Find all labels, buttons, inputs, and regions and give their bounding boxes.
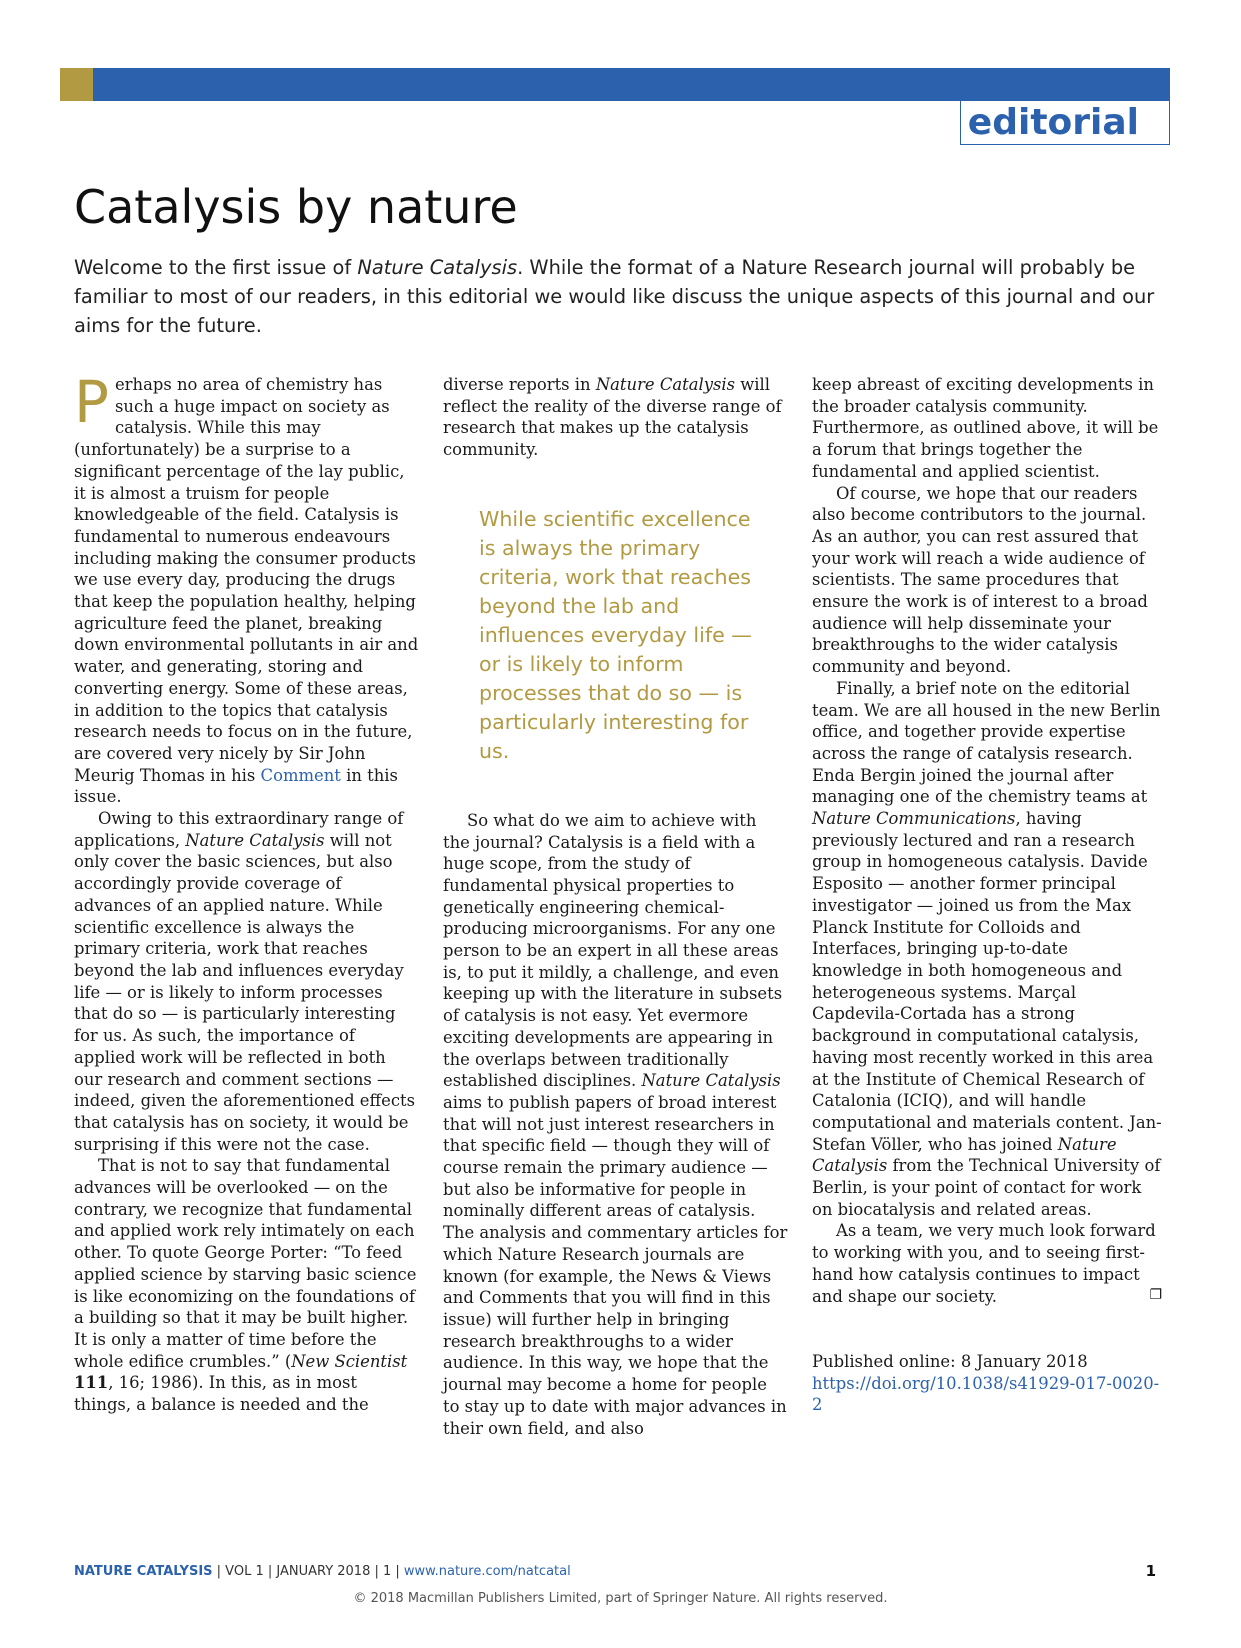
- footer-journal: NATURE CATALYSIS: [74, 1564, 213, 1579]
- paragraph-7: As a team, we very much look forward to working with you, and to seeing first-hand how catalysis continues to impact and shape our society.: [812, 1221, 1156, 1306]
- p3-text-a: That is not to say that fundamental advances will be overlooked — on the contrary, we recognize that fundamental and applied work rely intimately on each other. To quote George Porter: “To feed applied science by starving basic science is like economizing on the foundations of a building so that it may be built higher. It is only a matter of time before the whole edifice crumbles.” (: [74, 1156, 417, 1371]
- publication-info: [812, 1351, 1162, 1416]
- paragraph-6: [812, 678, 1162, 1221]
- p2-text-a: Owing to this extraordinary range of applications,: [74, 809, 404, 850]
- p3-text-d: will reflect the reality of the diverse range of research that makes up the catalysis community.: [443, 375, 782, 460]
- article-title: Catalysis by nature: [74, 180, 518, 234]
- doi-link[interactable]: https://doi.org/10.1038/s41929-017-0020-2: [812, 1373, 1160, 1415]
- footer-issue: | VOL 1 | JANUARY 2018 | 1 |: [212, 1564, 404, 1579]
- p2-journal: Nature Catalysis: [185, 830, 325, 850]
- standfirst-pre: Welcome to the first issue of: [74, 256, 358, 279]
- comment-link[interactable]: Comment: [260, 765, 341, 785]
- paragraph-4: [443, 810, 788, 1439]
- copyright: © 2018 Macmillan Publishers Limited, part of Springer Nature. All rights reserved.: [353, 1591, 888, 1606]
- column-1: [74, 368, 419, 1416]
- p6-journal-nc: Nature Communications: [812, 809, 1016, 829]
- paragraph-5: Of course, we hope that our readers also become contributors to the journal. As an author, you can rest assured that your work will reach a wide audience of scientists. The same procedures that ensure the work is of interest to a broad audience will help disseminate your breakthroughs to the wider catalysis community and beyond.: [812, 483, 1148, 677]
- header-accent-block: [60, 68, 93, 101]
- p2-text-b: will not only cover the basic sciences, but also accordingly provide coverage of advances of an applied nature. While scientific excellence is always the primary criteria, work that reaches beyond the lab and influences everyday life — or is likely to inform processes that do so — is particularly interesting for us. As such, the importance of applied work will be reflected in both our research and comment sections — indeed, given the aforementioned effects that catalysis has on society, it would be surprising if this were not the case.: [74, 830, 416, 1154]
- p4-journal: Nature Catalysis: [641, 1071, 781, 1091]
- published-date: Published online: 8 January 2018: [812, 1351, 1088, 1371]
- paragraph-3-cont: [443, 374, 788, 461]
- p3-journal: Nature Catalysis: [595, 375, 736, 394]
- paragraph-4-cont: keep abreast of exciting developments in the broader catalysis community. Furthermore, as outlined above, it will be a forum that brings together the fundamental and applied scientist.: [812, 375, 1159, 481]
- standfirst-post: . While the format of a Nature Research journal will probably be familiar to most of our readers, in this editorial we would like discuss the unique aspects of this journal and our aims for the future.: [74, 256, 1155, 337]
- p3-text-c: diverse reports in: [443, 375, 596, 394]
- section-label-box: [960, 101, 1170, 145]
- p4-text-b: aims to publish papers of broad interest that will not just interest researchers in that specific field — though they will of course remain the primary audience — but also be informative for people in nominally different areas of catalysis. The analysis and commentary articles for which Nature Research journals are known (for example, the News & Views and Comments that you will find in this issue) will further help in bringing research breakthroughs to a wider audience. In this way, we hope that the journal may become a home for people to stay up to date with major advances in their own field, and also: [443, 1092, 788, 1438]
- footer-url[interactable]: www.nature.com/natcatal: [403, 1564, 571, 1579]
- paragraph-3: [74, 1155, 419, 1415]
- p6-text-b: , having previously lectured and ran a research group in homogeneous catalysis. Davide Esposito — another former principal investigator — joined us from the Max Planck Institute for Colloids and Interfaces, bringing up-to-date knowledge in both homogeneous and heterogeneous systems. Marçal Capdevila-Cortada has a strong background in computational catalysis, having most recently worked in this area at the Institute of Chemical Research of Catalonia (ICIQ), and will handle computational and materials content. Jan-Stefan Völler, who has joined: [812, 809, 1162, 1154]
- end-mark-icon: ❐: [1149, 1287, 1162, 1304]
- paragraph-2: [74, 808, 419, 1155]
- standfirst-journal: Nature Catalysis: [357, 256, 518, 279]
- pull-quote: While scientific excellence is always the primary criteria, work that reaches beyond the lab and influences everyday life — or is likely to inform processes that do so — is particularly interesting for us.: [479, 506, 752, 763]
- p6-journal: Nature Catalysis: [812, 1134, 1117, 1176]
- p3-text-b: , 16; 1986). In this, as in most things, a balance is needed and the: [74, 1373, 369, 1415]
- paragraph-1: [74, 368, 419, 808]
- header-bar: [60, 68, 1170, 101]
- column-2: [443, 374, 788, 1439]
- p6-text-a: Finally, a brief note on the editorial team. We are all housed in the new Berlin office, and together provide expertise across the range of catalysis research. Enda Bergin joined the journal after managing one of the chemistry teams at: [812, 678, 1161, 807]
- p3-volume: 111: [74, 1373, 109, 1393]
- p6-text-c: from the Technical University of Berlin, is your point of contact for work on biocatalysis and related areas.: [812, 1156, 1161, 1219]
- column-3: [812, 374, 1162, 1416]
- dropcap: P: [74, 368, 109, 436]
- section-label: editorial: [967, 102, 1139, 143]
- page-number: 1: [1145, 1562, 1156, 1580]
- standfirst: [74, 253, 1164, 340]
- p1-text-b: in this issue.: [74, 765, 398, 807]
- p3-source: New Scientist: [291, 1351, 408, 1371]
- page-footer: [74, 1564, 1164, 1579]
- p4-text-a: So what do we aim to achieve with the journal? Catalysis is a field with a huge scope, from the study of fundamental physical properties to genetically engineering chemical-producing microorganisms. For any one person to be an expert in all these areas is, to put it mildly, a challenge, and even keeping up with the literature in subsets of catalysis is not easy. Yet evermore exciting developments are appearing in the overlaps between traditionally established disciplines.: [443, 810, 783, 1091]
- p1-text-a: erhaps no area of chemistry has such a huge impact on society as catalysis. While this may (unfortunately) be a surprise to a significant percentage of the lay public, it is almost a truism for people knowledgeable of the field. Catalysis is fundamental to numerous endeavours including making the consumer products we use every day, producing the drugs that keep the population healthy, helping agriculture feed the planet, breaking down environmental pollutants in air and water, and generating, storing and converting energy. Some of these areas, in addition to the topics that catalysis research needs to focus on in the future, are covered very nicely by Sir John Meurig Thomas in his: [74, 375, 419, 785]
